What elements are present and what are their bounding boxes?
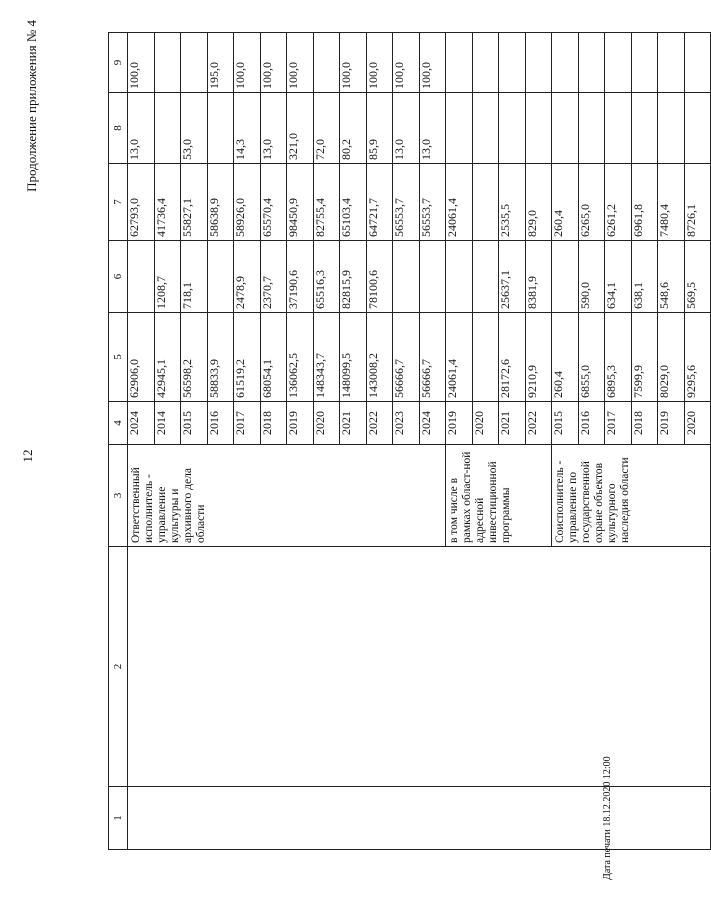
- value-cell-c8: 321,0: [287, 93, 314, 164]
- value-cell-c5: 68054,1: [260, 313, 287, 402]
- year-cell: 2022: [366, 402, 393, 445]
- value-cell-c6: 718,1: [181, 241, 208, 313]
- value-cell-c5: 148099,5: [340, 313, 367, 402]
- value-cell-c6: [446, 241, 473, 313]
- value-cell-c5: 260,4: [552, 313, 579, 402]
- data-table: [108, 32, 711, 850]
- value-cell-c5: 8029,0: [658, 313, 685, 402]
- value-cell-c5: 143008,2: [366, 313, 393, 402]
- value-cell-c8: [154, 93, 181, 164]
- year-cell: 2024: [128, 402, 155, 445]
- value-cell-c6: 548,6: [658, 241, 685, 313]
- value-cell-c9: [313, 33, 340, 93]
- value-cell-c5: 7599,9: [631, 313, 658, 402]
- header-row: [109, 33, 128, 850]
- value-cell-c8: [631, 93, 658, 164]
- value-cell-c9: [684, 33, 711, 93]
- value-cell-c8: [499, 93, 526, 164]
- value-cell-c5: 62906,0: [128, 313, 155, 402]
- value-cell-c7: 6961,8: [631, 164, 658, 241]
- value-cell-c8: [525, 93, 552, 164]
- value-cell-c6: 78100,6: [366, 241, 393, 313]
- value-cell-c9: [472, 33, 499, 93]
- value-cell-c9: [446, 33, 473, 93]
- value-cell-c7: 58926,0: [234, 164, 261, 241]
- year-cell: 2016: [207, 402, 234, 445]
- year-cell: 2015: [552, 402, 579, 445]
- value-cell-c6: 569,5: [684, 241, 711, 313]
- value-cell-c7: 8726,1: [684, 164, 711, 241]
- value-cell-c5: 42945,1: [154, 313, 181, 402]
- year-cell: 2017: [605, 402, 632, 445]
- value-cell-c6: [419, 241, 446, 313]
- value-cell-c7: 24061,4: [446, 164, 473, 241]
- header-cell: 8: [109, 93, 128, 164]
- header-cell: 2: [109, 547, 128, 787]
- group-label: в том числе в рамках област-ной адресной инвестиционной программы: [446, 445, 552, 547]
- value-cell-c9: 100,0: [419, 33, 446, 93]
- value-cell-c6: 634,1: [605, 241, 632, 313]
- value-cell-c8: [207, 93, 234, 164]
- value-cell-c5: [472, 313, 499, 402]
- value-cell-c8: 13,0: [260, 93, 287, 164]
- value-cell-c7: 260,4: [552, 164, 579, 241]
- value-cell-c6: 82815,9: [340, 241, 367, 313]
- print-date: Дата печати 18.12.2020 12:00: [602, 756, 613, 880]
- value-cell-c6: [472, 241, 499, 313]
- year-cell: 2018: [631, 402, 658, 445]
- value-cell-c7: 829,0: [525, 164, 552, 241]
- header-cell: 6: [109, 241, 128, 313]
- value-cell-c5: 28172,6: [499, 313, 526, 402]
- value-cell-c7: 41736,4: [154, 164, 181, 241]
- year-cell: 2016: [578, 402, 605, 445]
- header-cell: 4: [109, 402, 128, 445]
- header-cell: 1: [109, 787, 128, 850]
- value-cell-c6: 65516,3: [313, 241, 340, 313]
- year-cell: 2014: [154, 402, 181, 445]
- value-cell-c5: 148343,7: [313, 313, 340, 402]
- value-cell-c6: 37190,6: [287, 241, 314, 313]
- year-cell: 2020: [313, 402, 340, 445]
- value-cell-c7: 6261,2: [605, 164, 632, 241]
- value-cell-c8: 13,0: [393, 93, 420, 164]
- value-cell-c6: 25637,1: [499, 241, 526, 313]
- year-cell: 2018: [260, 402, 287, 445]
- value-cell-c9: [658, 33, 685, 93]
- subtitle: Продолжение приложения № 4: [24, 20, 39, 192]
- header-cell: 7: [109, 164, 128, 241]
- year-cell: 2022: [525, 402, 552, 445]
- value-cell-c5: 61519,2: [234, 313, 261, 402]
- value-cell-c8: 14,3: [234, 93, 261, 164]
- header-cell: 3: [109, 445, 128, 547]
- rotated-content: [20, 20, 698, 880]
- value-cell-c9: 100,0: [234, 33, 261, 93]
- value-cell-c9: 100,0: [287, 33, 314, 93]
- value-cell-c9: [605, 33, 632, 93]
- value-cell-c8: 13,0: [128, 93, 155, 164]
- header-cell: 9: [109, 33, 128, 93]
- value-cell-c7: 6265,0: [578, 164, 605, 241]
- value-cell-c8: [684, 93, 711, 164]
- value-cell-c9: 100,0: [340, 33, 367, 93]
- value-cell-c5: 58833,9: [207, 313, 234, 402]
- value-cell-c7: 65103,4: [340, 164, 367, 241]
- value-cell-c8: [658, 93, 685, 164]
- col1-cell: [128, 787, 711, 850]
- year-cell: 2019: [287, 402, 314, 445]
- value-cell-c9: [181, 33, 208, 93]
- year-cell: 2020: [684, 402, 711, 445]
- value-cell-c6: [393, 241, 420, 313]
- value-cell-c5: 56598,2: [181, 313, 208, 402]
- value-cell-c6: 1208,7: [154, 241, 181, 313]
- year-cell: 2015: [181, 402, 208, 445]
- value-cell-c5: 6855,0: [578, 313, 605, 402]
- year-cell: 2024: [419, 402, 446, 445]
- value-cell-c7: 56553,7: [419, 164, 446, 241]
- value-cell-c5: 24061,4: [446, 313, 473, 402]
- value-cell-c9: 100,0: [393, 33, 420, 93]
- year-cell: 2021: [499, 402, 526, 445]
- value-cell-c8: [578, 93, 605, 164]
- value-cell-c8: 72,0: [313, 93, 340, 164]
- value-cell-c7: 62793,0: [128, 164, 155, 241]
- group-label: Ответственный исполнитель - управление культуры и архивного дела области: [128, 445, 446, 547]
- value-cell-c9: [631, 33, 658, 93]
- value-cell-c9: 100,0: [366, 33, 393, 93]
- value-cell-c7: 58638,9: [207, 164, 234, 241]
- group-label: Соисполнитель - управление по государственной охране объектов культурного наследия области: [552, 445, 711, 547]
- value-cell-c7: 55827,1: [181, 164, 208, 241]
- value-cell-c6: 590,0: [578, 241, 605, 313]
- value-cell-c7: 56553,7: [393, 164, 420, 241]
- value-cell-c6: 2478,9: [234, 241, 261, 313]
- value-cell-c6: [552, 241, 579, 313]
- value-cell-c7: 98450,9: [287, 164, 314, 241]
- year-cell: 2017: [234, 402, 261, 445]
- value-cell-c7: [472, 164, 499, 241]
- value-cell-c7: 64721,7: [366, 164, 393, 241]
- value-cell-c5: 9295,6: [684, 313, 711, 402]
- value-cell-c6: [128, 241, 155, 313]
- value-cell-c8: [472, 93, 499, 164]
- year-cell: 2023: [393, 402, 420, 445]
- year-cell: 2020: [472, 402, 499, 445]
- value-cell-c9: [578, 33, 605, 93]
- value-cell-c9: [499, 33, 526, 93]
- value-cell-c5: 56666,7: [419, 313, 446, 402]
- year-cell: 2019: [658, 402, 685, 445]
- value-cell-c6: 638,1: [631, 241, 658, 313]
- value-cell-c9: [552, 33, 579, 93]
- value-cell-c8: 13,0: [419, 93, 446, 164]
- value-cell-c7: 65570,4: [260, 164, 287, 241]
- value-cell-c7: 2535,5: [499, 164, 526, 241]
- value-cell-c8: [605, 93, 632, 164]
- page-number: 12: [20, 449, 35, 463]
- value-cell-c8: 53,0: [181, 93, 208, 164]
- table-row: [128, 33, 155, 850]
- year-cell: 2021: [340, 402, 367, 445]
- value-cell-c8: [552, 93, 579, 164]
- value-cell-c9: 100,0: [260, 33, 287, 93]
- col2-cell: [128, 547, 711, 787]
- value-cell-c5: 6895,3: [605, 313, 632, 402]
- value-cell-c9: 100,0: [128, 33, 155, 93]
- value-cell-c9: 195,0: [207, 33, 234, 93]
- value-cell-c9: [525, 33, 552, 93]
- value-cell-c5: 136062,5: [287, 313, 314, 402]
- year-cell: 2019: [446, 402, 473, 445]
- value-cell-c8: [446, 93, 473, 164]
- value-cell-c7: 7480,4: [658, 164, 685, 241]
- header-cell: 5: [109, 313, 128, 402]
- value-cell-c9: [154, 33, 181, 93]
- value-cell-c6: [207, 241, 234, 313]
- value-cell-c7: 82755,4: [313, 164, 340, 241]
- value-cell-c8: 80,2: [340, 93, 367, 164]
- value-cell-c6: 8381,9: [525, 241, 552, 313]
- value-cell-c6: 2370,7: [260, 241, 287, 313]
- value-cell-c5: 9210,9: [525, 313, 552, 402]
- value-cell-c8: 85,9: [366, 93, 393, 164]
- value-cell-c5: 56666,7: [393, 313, 420, 402]
